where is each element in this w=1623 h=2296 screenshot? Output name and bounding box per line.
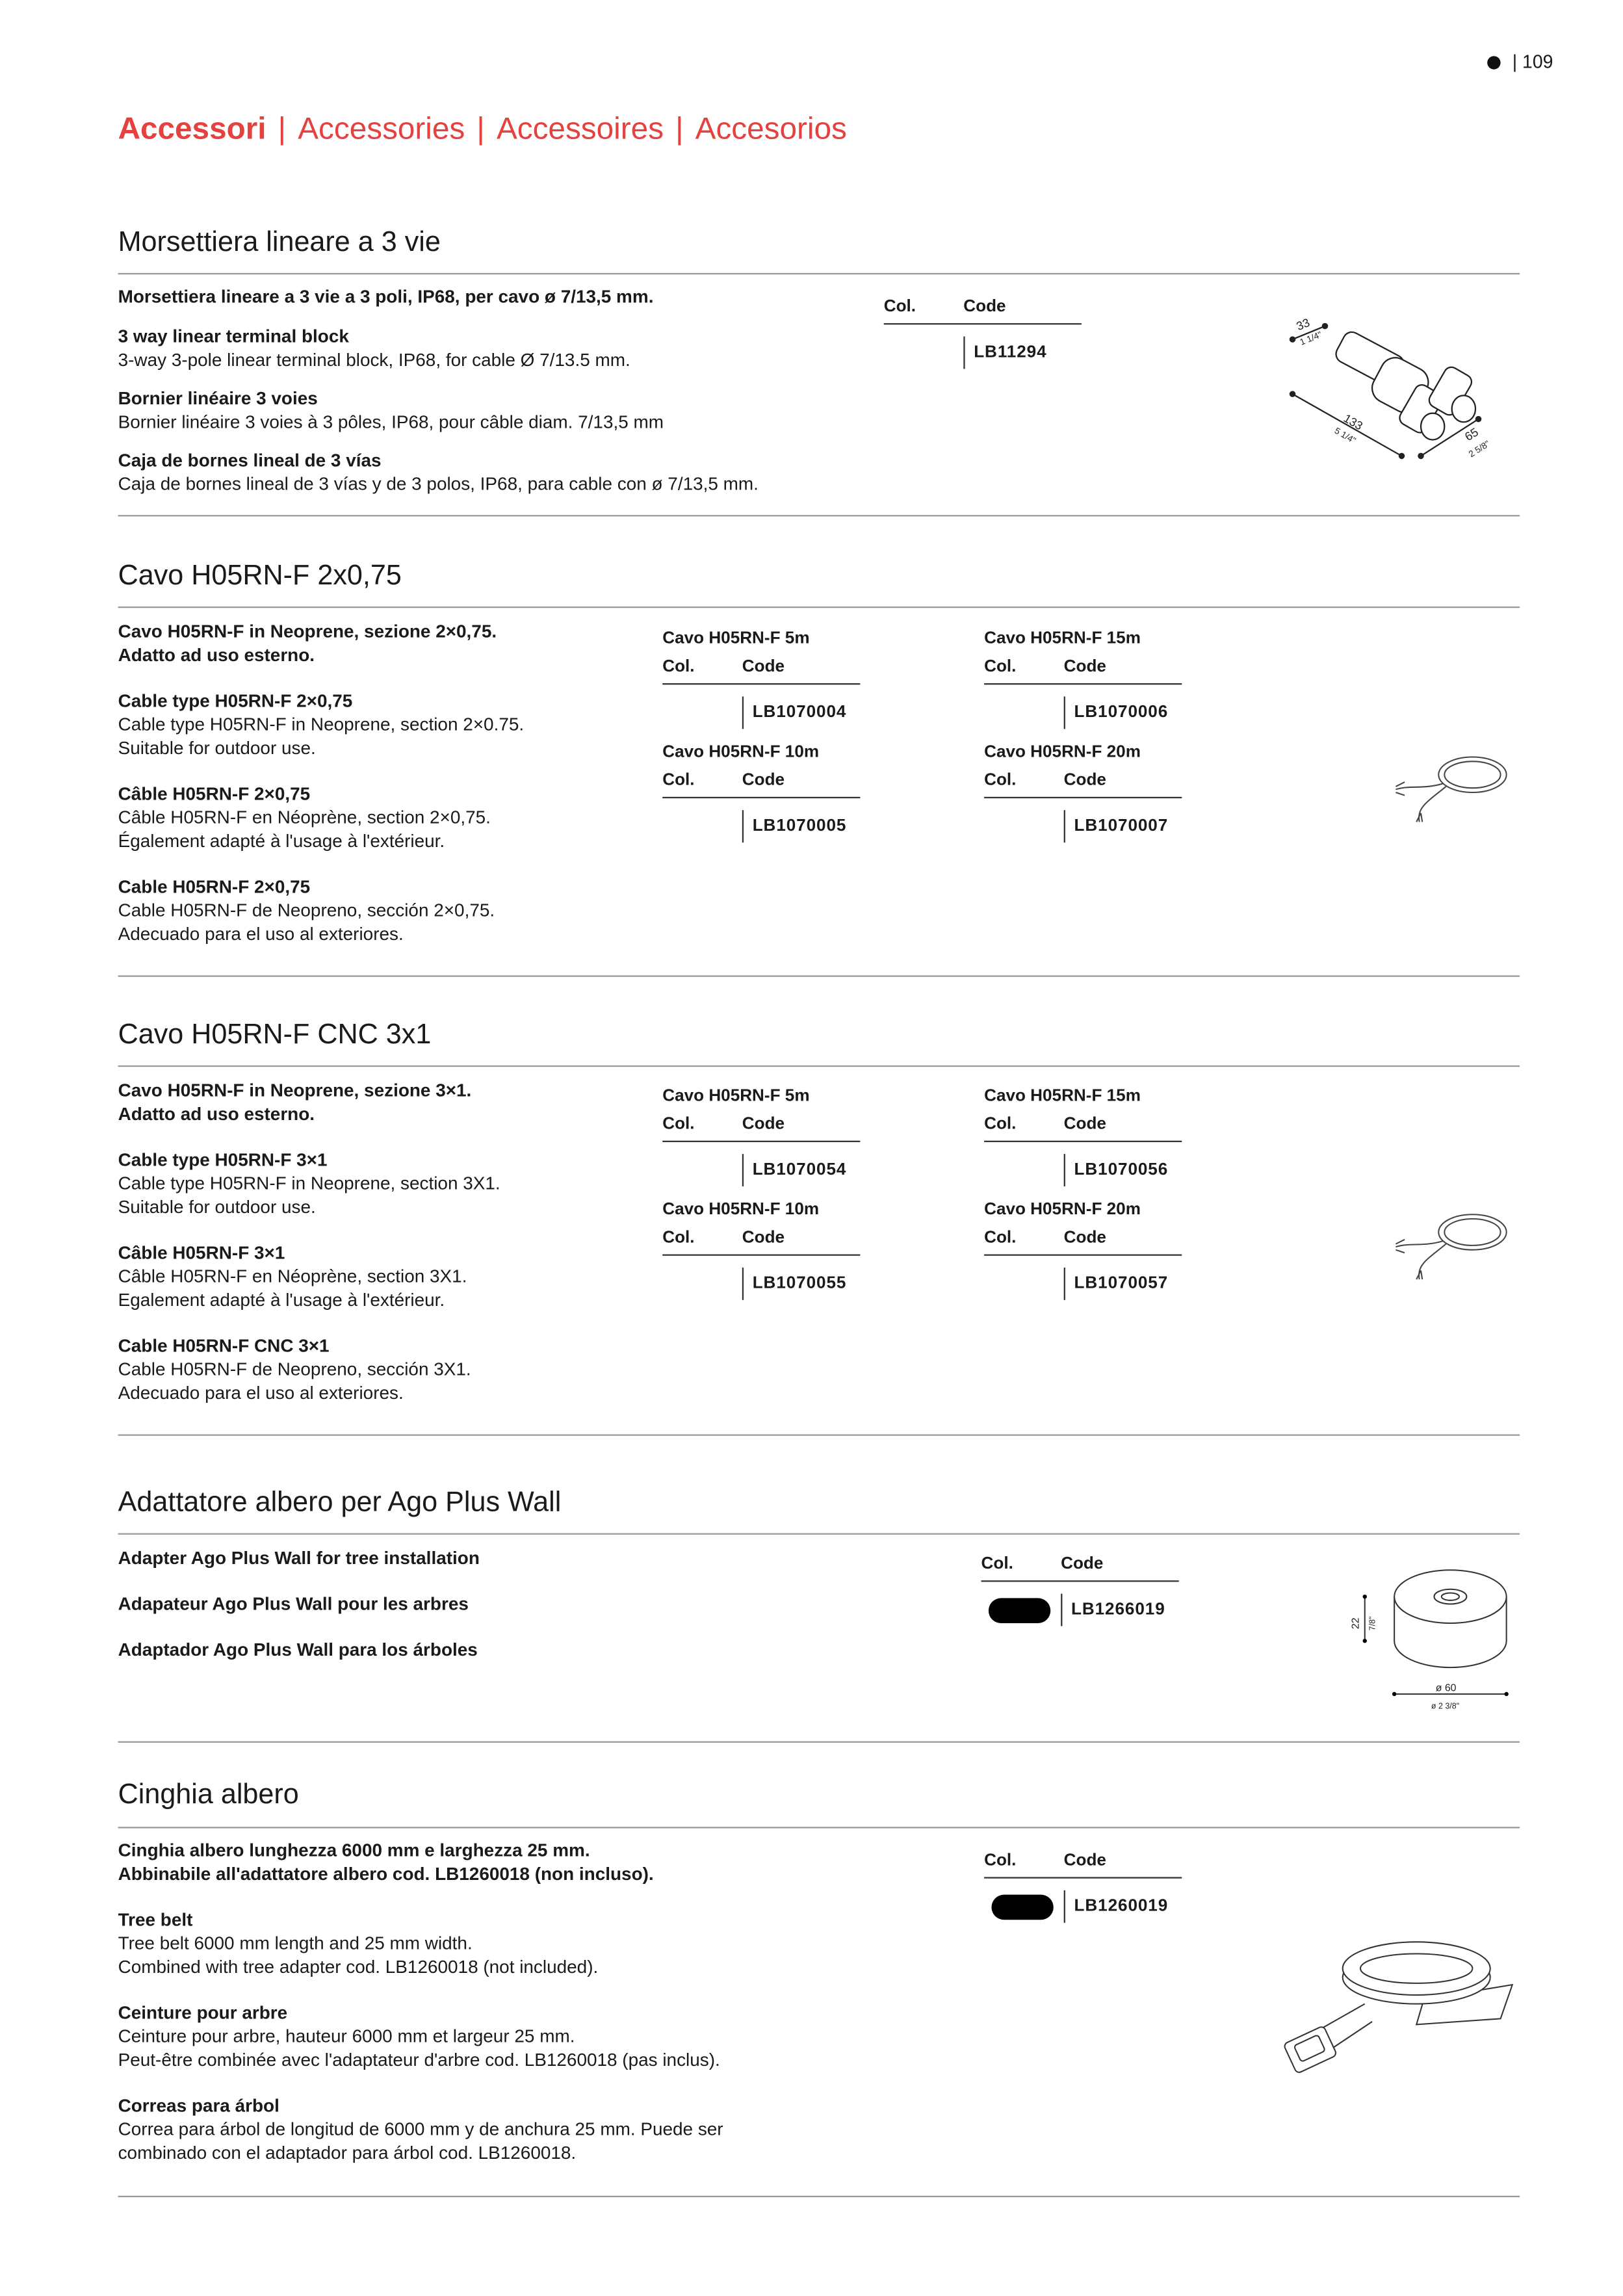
product-code[interactable]: LB1070007	[1074, 817, 1169, 835]
desc-heading: Cavo H05RN-F in Neoprene, sezione 2×0,75.	[118, 621, 497, 642]
table-row	[884, 333, 1082, 369]
table-row	[662, 694, 860, 729]
divider	[118, 2196, 1520, 2197]
section-description	[118, 1078, 620, 1427]
table-row	[984, 1264, 1182, 1299]
dim-length: 133	[1341, 411, 1365, 433]
cable-drawing	[1387, 1203, 1520, 1291]
dim-diameter: ø 60	[1435, 1682, 1457, 1694]
color-swatch-black	[989, 1598, 1050, 1623]
code-header: Code	[1063, 1115, 1106, 1134]
separator: |	[675, 112, 684, 146]
product-code[interactable]: LB1070054	[752, 1161, 847, 1179]
cable-length-table	[984, 1201, 1182, 1300]
table-row	[984, 807, 1182, 842]
desc-text: Suitable for outdoor use.	[118, 1196, 316, 1218]
desc-text: Caja de bornes lineal de 3 vías y de 3 polos, IP68, para cable con ø 7/13,5 mm.	[118, 473, 759, 495]
desc-text: Egalement adapté à l'usage à l'extérieur.	[118, 1289, 445, 1311]
cable-length-table	[662, 1088, 860, 1186]
desc-text: Adecuado para el uso al exteriores.	[118, 1382, 404, 1403]
desc-heading: Cable type H05RN-F 2×0,75	[118, 690, 353, 712]
desc-text: Également adapté à l'usage à l'extérieur.	[118, 831, 445, 852]
product-code[interactable]: LB1070055	[752, 1275, 847, 1293]
cable-drawing	[1387, 745, 1520, 833]
divider	[118, 1065, 1520, 1067]
desc-heading: Bornier linéaire 3 voies	[118, 388, 318, 409]
terminal-block-drawing	[1280, 310, 1531, 473]
product-code[interactable]: LB1070006	[1074, 703, 1169, 722]
col-header: Col.	[662, 1229, 695, 1247]
col-header: Col.	[984, 1229, 1017, 1247]
section-title: Adattatore albero per Ago Plus Wall	[118, 1487, 562, 1519]
desc-heading: Cable type H05RN-F 3×1	[118, 1149, 328, 1171]
code-table	[984, 1852, 1182, 1923]
code-header: Code	[1063, 658, 1106, 676]
cable-length-table	[662, 630, 860, 729]
desc-heading: Adapateur Ago Plus Wall pour les arbres	[118, 1593, 469, 1615]
divider	[118, 1827, 1520, 1828]
table-title: Cavo H05RN-F 15m	[984, 1087, 1141, 1106]
product-code[interactable]: LB11294	[974, 343, 1047, 362]
product-code[interactable]: LB1070057	[1074, 1275, 1169, 1293]
col-header: Col.	[984, 1851, 1017, 1870]
code-header: Code	[963, 298, 1006, 316]
bullet-icon	[1487, 57, 1500, 70]
table-title: Cavo H05RN-F 20m	[984, 744, 1141, 762]
divider	[118, 1742, 1520, 1743]
desc-heading: Adapter Ago Plus Wall for tree installation	[118, 1548, 480, 1569]
col-header: Col.	[662, 658, 695, 676]
section-title: Cavo H05RN-F CNC 3x1	[118, 1019, 432, 1051]
section-description	[118, 285, 856, 518]
desc-heading: Adaptador Ago Plus Wall para los árboles	[118, 1639, 478, 1660]
table-title: Cavo H05RN-F 5m	[662, 1087, 810, 1106]
code-table	[884, 298, 1082, 369]
desc-text: Cable H05RN-F de Neopreno, sección 3X1.	[118, 1359, 471, 1380]
table-title: Cavo H05RN-F 15m	[984, 630, 1141, 648]
desc-heading: Adatto ad uso esterno.	[118, 1103, 315, 1125]
desc-heading: Morsettiera lineare a 3 vie a 3 poli, IP68, per cavo ø 7/13,5 mm.	[118, 286, 654, 307]
divider	[118, 273, 1520, 274]
desc-text: Adecuado para el uso al exteriores.	[118, 924, 404, 945]
table-title: Cavo H05RN-F 20m	[984, 1201, 1141, 1220]
col-header: Col.	[984, 1115, 1017, 1134]
desc-text: Ceinture pour arbre, hauteur 6000 mm et largeur 25 mm.	[118, 2026, 575, 2047]
dim-height: 22	[1350, 1617, 1362, 1630]
section-title: Morsettiera lineare a 3 vie	[118, 227, 441, 259]
cable-length-table	[984, 1088, 1182, 1186]
table-title: Cavo H05RN-F 10m	[662, 744, 820, 762]
table-row	[662, 807, 860, 842]
dim-diameter-inch: ø 2 3/8"	[1431, 1701, 1460, 1711]
header-primary: Accessori	[118, 112, 266, 146]
desc-heading: Caja de bornes lineal de 3 vías	[118, 450, 382, 471]
cable-length-table	[984, 744, 1182, 842]
section-description	[118, 1838, 797, 2187]
code-header: Code	[1063, 1851, 1106, 1870]
desc-heading: 3 way linear terminal block	[118, 326, 349, 347]
page-number: | 109	[1487, 51, 1553, 72]
desc-text: Cable type H05RN-F in Neoprene, section 3X1.	[118, 1173, 500, 1194]
code-header: Code	[1061, 1555, 1104, 1573]
product-code[interactable]: LB1260019	[1074, 1898, 1169, 1916]
page-header	[118, 112, 847, 148]
tree-adapter-drawing	[1335, 1564, 1520, 1719]
desc-heading: Cable H05RN-F CNC 3×1	[118, 1335, 330, 1357]
col-header: Col.	[883, 298, 916, 316]
divider	[118, 1434, 1520, 1435]
dim-width-inch: 1 1/4"	[1298, 329, 1323, 347]
separator: |	[278, 112, 287, 146]
section-title: Cavo H05RN-F 2x0,75	[118, 560, 402, 592]
code-table	[981, 1556, 1179, 1626]
code-header: Code	[1063, 772, 1106, 790]
divider	[118, 975, 1520, 976]
table-row	[662, 1151, 860, 1186]
table-row	[984, 1151, 1182, 1186]
desc-heading: Câble H05RN-F 2×0,75	[118, 783, 311, 805]
desc-text: combinado con el adaptador para árbol cod. LB1260018.	[118, 2143, 577, 2163]
code-header: Code	[1063, 1229, 1106, 1247]
product-code[interactable]: LB1266019	[1071, 1600, 1165, 1619]
desc-text: Tree belt 6000 mm length and 25 mm width.	[118, 1933, 473, 1954]
desc-text: 3-way 3-pole linear terminal block, IP68, for cable Ø 7/13.5 mm.	[118, 349, 630, 371]
desc-heading: Correas para árbol	[118, 2095, 279, 2117]
col-header: Col.	[984, 658, 1017, 676]
header-es: Accesorios	[695, 112, 847, 146]
col-header: Col.	[662, 1115, 695, 1134]
col-header: Col.	[984, 772, 1017, 790]
desc-heading: Ceinture pour arbre	[118, 2002, 288, 2024]
cable-length-table	[662, 1201, 860, 1300]
code-header: Code	[742, 772, 785, 790]
desc-heading: Abbinabile all'adattatore albero cod. LB1260018 (non incluso).	[118, 1864, 654, 1885]
desc-text: Suitable for outdoor use.	[118, 738, 316, 759]
header-fr: Accessoires	[496, 112, 664, 146]
desc-text: Cable H05RN-F de Neopreno, sección 2×0,75.	[118, 900, 495, 921]
divider	[118, 607, 1520, 608]
dim-width: 33	[1294, 316, 1312, 333]
header-en: Accessories	[298, 112, 465, 146]
product-code[interactable]: LB1070004	[752, 703, 847, 722]
desc-heading: Cavo H05RN-F in Neoprene, sezione 3×1.	[118, 1080, 472, 1101]
desc-text: Cable type H05RN-F in Neoprene, section 2×0.75.	[118, 714, 525, 735]
table-title: Cavo H05RN-F 10m	[662, 1201, 820, 1220]
cable-length-table	[984, 630, 1182, 729]
color-swatch-black	[991, 1895, 1053, 1920]
section-description	[118, 1546, 708, 1684]
table-row	[984, 694, 1182, 729]
desc-heading: Cable H05RN-F 2×0,75	[118, 876, 311, 898]
divider	[118, 1533, 1520, 1535]
dim-depth-inch: 2 5/8"	[1466, 438, 1492, 460]
desc-text: Peut-être combinée avec l'adaptateur d'arbre cod. LB1260018 (pas inclus).	[118, 2050, 720, 2070]
desc-text: Câble H05RN-F en Néoprène, section 3X1.	[118, 1266, 467, 1287]
section-title: Cinghia albero	[118, 1779, 299, 1811]
dim-depth: 65	[1462, 425, 1481, 444]
table-title: Cavo H05RN-F 5m	[662, 630, 810, 648]
page-number-value: 109	[1522, 51, 1553, 73]
table-row	[662, 1264, 860, 1299]
divider	[118, 515, 1520, 516]
desc-text: Câble H05RN-F en Néoprène, section 2×0,75.	[118, 807, 491, 828]
desc-heading: Adatto ad uso esterno.	[118, 644, 315, 666]
code-header: Code	[742, 658, 785, 676]
desc-heading: Câble H05RN-F 3×1	[118, 1242, 285, 1264]
table-row	[984, 1887, 1182, 1922]
product-code[interactable]: LB1070005	[752, 817, 847, 835]
separator: |	[476, 112, 485, 146]
section-description	[118, 620, 620, 968]
desc-text: Combined with tree adapter cod. LB1260018 (not included).	[118, 1957, 599, 1977]
desc-text: Bornier linéaire 3 voies à 3 pôles, IP68, pour câble diam. 7/13,5 mm	[118, 411, 664, 433]
col-header: Col.	[662, 772, 695, 790]
product-code[interactable]: LB1070056	[1074, 1161, 1169, 1179]
dim-length-inch: 5 1/4"	[1332, 425, 1358, 446]
table-row	[981, 1591, 1179, 1626]
code-header: Code	[742, 1229, 785, 1247]
dim-height-inch: 7/8"	[1368, 1616, 1377, 1631]
code-header: Code	[742, 1115, 785, 1134]
desc-text: Correa para árbol de longitud de 6000 mm y de anchura 25 mm. Puede ser	[118, 2119, 723, 2140]
cable-length-table	[662, 744, 860, 842]
desc-heading: Cinghia albero lunghezza 6000 mm e larghezza 25 mm.	[118, 1840, 590, 1861]
desc-heading: Tree belt	[118, 1909, 193, 1931]
tree-belt-drawing	[1277, 1933, 1520, 2088]
col-header: Col.	[981, 1555, 1013, 1573]
